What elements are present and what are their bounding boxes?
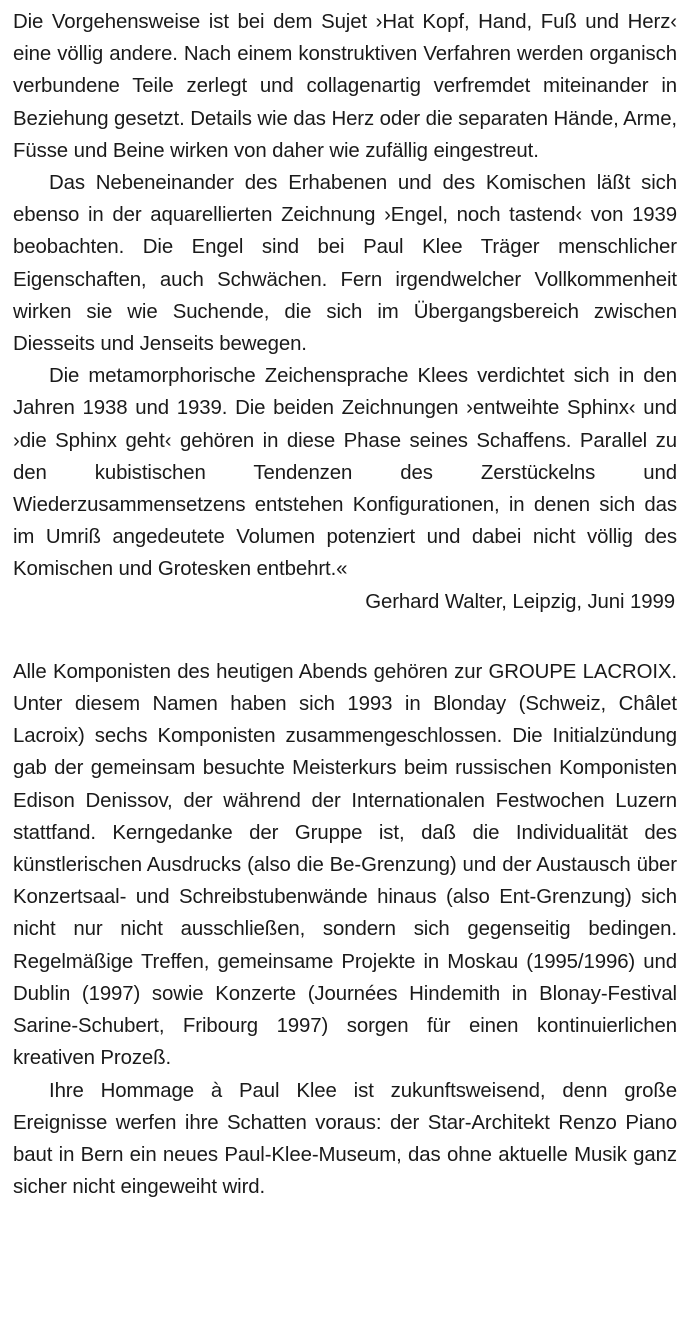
author-signature-line: Gerhard Walter, Leipzig, Juni 1999 — [365, 590, 675, 613]
paragraph-groupe-lacroix: Alle Komponisten des heutigen Abends gehören zur GROUPE LACROIX. Unter diesem Namen haben sich 1993 in Blonday (Schweiz, Châlet Lacroix) sechs Komponisten zusammengeschlossen. Die Initialzündung gab der gemeinsam besuchte Meisterkurs beim russischen Komponisten Edison Denissov, der während der Internationalen Festwochen Luzern stattfand. Kerngedanke der Gruppe ist, daß die Individualität des künstlerischen Ausdrucks (also die Be-Grenzung) und der Austausch über Konzertsaal- und Schreibstubenwände hinaus (also Ent-Grenzung) sich nicht nur nicht ausschließen, sondern sich gegenseitig bedingen. Regelmäßige Treffen, gemeinsame Projekte in Moskau (1995/1996) und Dublin (1997) sowie Konzerte (Journées Hindemith in Blonay-Festival Sarine-Schubert, Fribourg 1997) sorgen für einen kontinuierlichen kreativen Prozeß. — [13, 660, 677, 1070]
paragraph-sphinx: Die metamorphorische Zeichensprache Klees verdichtet sich in den Jahren 1938 und 1939. Die beiden Zeichnungen ›entweihte Sphinx‹ und ›die Sphinx geht‹ gehören in diese Phase seines Schaffens. Parallel zu den kubistischen Tendenzen des Zerstückelns und Wiederzusammensetzens entstehen Konfigurationen, in denen sich das im Umriß angedeutete Volumen potenziert und dabei nicht völlig des Komischen und Grotesken entbehrt.« — [13, 365, 677, 581]
paragraph-hat-kopf: Die Vorgehensweise ist bei dem Sujet ›Hat Kopf, Hand, Fuß und Herz‹ eine völlig andere. Nach einem konstruktiven Verfahren werden organisch verbundene Teile zerlegt und collagenartig verfremdet miteinander in Beziehung gesetzt. Details wie das Herz oder die separaten Hände, Arme, Füsse und Beine wirken von daher wie zufällig eingestreut. — [13, 11, 677, 162]
paragraph-engel: Das Nebeneinander des Erhabenen und des Komischen läßt sich ebenso in der aquarellierten Zeichnung ›Engel, noch tastend‹ von 1939 beobachten. Die Engel sind bei Paul Klee Träger menschlicher Eigenschaften, auch Schwächen. Fern irgendwelcher Vollkommenheit wirken sie wie Suchende, die sich im Übergangsbereich zwischen Diesseits und Jenseits bewegen. — [13, 172, 677, 356]
essay-section — [13, 6, 677, 618]
section-gap — [13, 618, 677, 656]
paragraph-hommage: Ihre Hommage à Paul Klee ist zukunftsweisend, denn große Ereignisse werfen ihre Schatten voraus: der Star-Architekt Renzo Piano baut in Bern ein neues Paul-Klee-Museum, das ohne aktuelle Musik ganz sicher nicht eingeweiht wird. — [13, 1079, 677, 1199]
document-page — [13, 6, 677, 1203]
groupe-lacroix-section — [13, 656, 677, 1203]
